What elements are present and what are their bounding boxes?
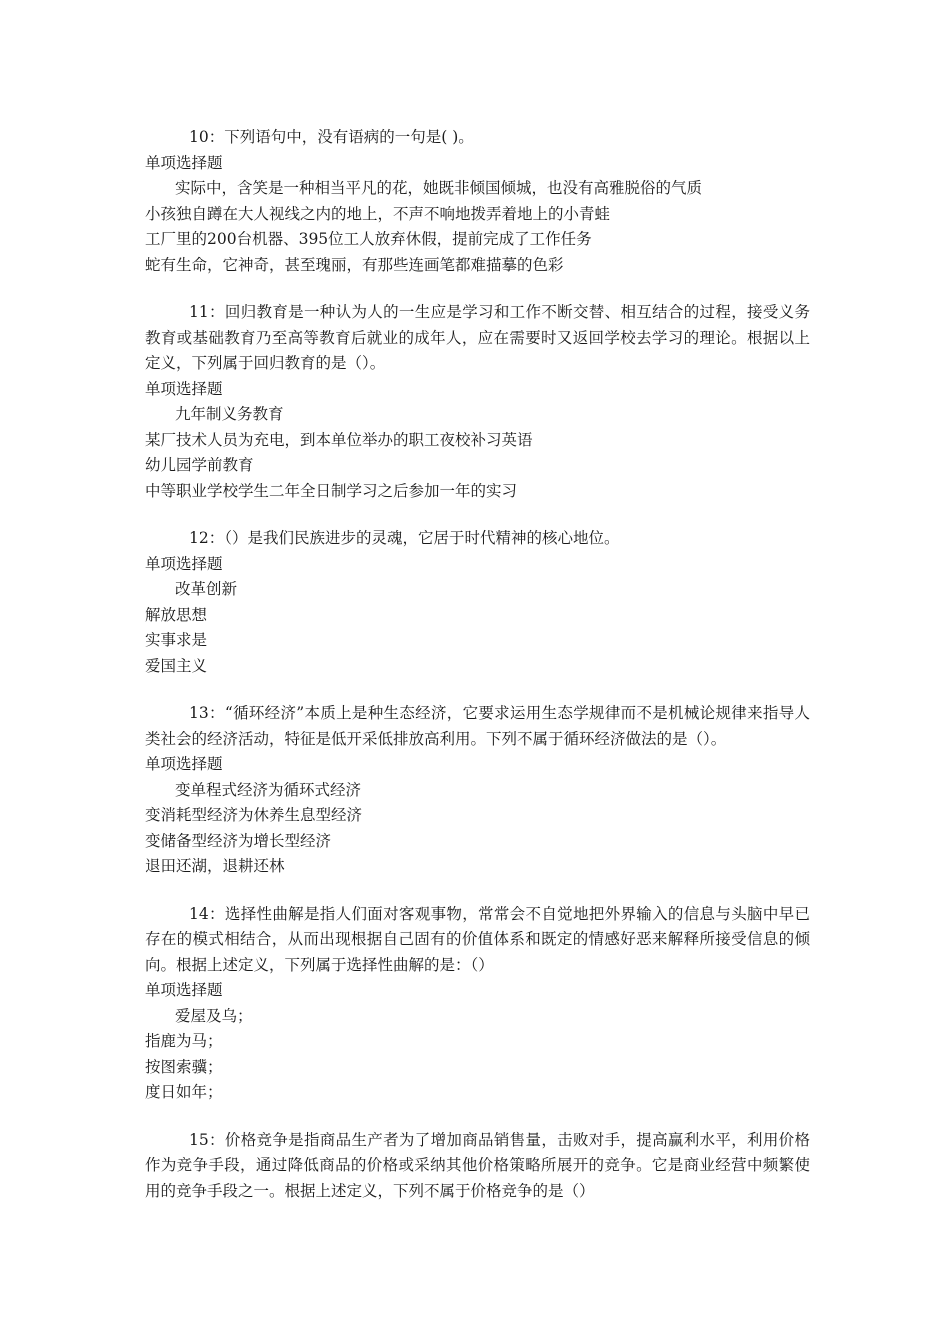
question-11 xyxy=(145,300,810,504)
question-stem: 10：下列语句中，没有语病的一句是( )。 xyxy=(189,128,474,146)
option-c: 按图索骥； xyxy=(145,1057,223,1076)
option-b: 某厂技术人员为充电，到本单位举办的职工夜校补习英语 xyxy=(145,430,533,449)
option-d: 爱国主义 xyxy=(145,656,208,675)
question-13 xyxy=(145,701,810,880)
option-c: 变储备型经济为增长型经济 xyxy=(145,831,332,850)
option-b: 指鹿为马； xyxy=(145,1032,223,1050)
question-stem: 12：（）是我们民族进步的灵魂，它居于时代精神的核心地位。 xyxy=(189,529,620,547)
option-d: 度日如年； xyxy=(145,1083,223,1101)
option-b: 小孩独自蹲在大人视线之内的地上，不声不响地拨弄着地上的小青蛙 xyxy=(145,204,611,223)
option-d: 退田还湖，退耕还林 xyxy=(145,857,285,875)
option-d: 蛇有生命，它神奇，甚至瑰丽，有那些连画笔都难描摹的色彩 xyxy=(145,255,564,274)
option-a: 爱屋及乌； xyxy=(175,1006,253,1025)
question-12 xyxy=(145,526,810,679)
option-c: 实事求是 xyxy=(145,631,208,649)
question-15 xyxy=(145,1128,810,1205)
option-a: 变单程式经济为循环式经济 xyxy=(175,780,362,799)
option-d: 中等职业学校学生二年全日制学习之后参加一年的实习 xyxy=(145,481,518,500)
option-b: 变消耗型经济为休养生息型经济 xyxy=(145,806,363,824)
question-type: 单项选择题 xyxy=(145,981,223,999)
question-stem: 11：回归教育是一种认为人的一生应是学习和工作不断交替、相互结合的过程，接受义务教育或基础教育乃至高等教育后就业的成年人，应在需要时又返回学校去学习的理论。根据以上定义，下列属于回归教育的是（）。 xyxy=(145,303,810,372)
question-stem: 14：选择性曲解是指人们面对客观事物，常常会不自觉地把外界输入的信息与头脑中早已存在的模式相结合，从而出现根据自己固有的价值体系和既定的情感好恶来解释所接受信息的倾向。根据上述定义，下列属于选择性曲解的是：（） xyxy=(145,904,810,974)
option-c: 工厂里的200台机器、395位工人放弃休假，提前完成了工作任务 xyxy=(145,230,592,248)
document-page xyxy=(145,125,810,1226)
question-10 xyxy=(145,125,810,278)
option-a: 改革创新 xyxy=(175,580,238,598)
question-stem: 15：价格竞争是指商品生产者为了增加商品销售量，击败对手，提高赢利水平，利用价格作为竞争手段，通过降低商品的价格或采纳其他价格策略所展开的竞争。它是商业经营中频繁使用的竞争手段之一。根据上述定义，下列不属于价格竞争的是（） xyxy=(145,1130,810,1200)
question-type: 单项选择题 xyxy=(145,755,223,773)
question-14 xyxy=(145,902,810,1106)
question-type: 单项选择题 xyxy=(145,554,223,573)
question-type: 单项选择题 xyxy=(145,153,223,172)
option-a: 九年制义务教育 xyxy=(175,405,284,423)
option-c: 幼儿园学前教育 xyxy=(145,456,254,474)
option-a: 实际中，含笑是一种相当平凡的花，她既非倾国倾城，也没有高雅脱俗的气质 xyxy=(175,179,703,197)
option-b: 解放思想 xyxy=(145,605,208,624)
question-stem: 13：“循环经济”本质上是种生态经济，它要求运用生态学规律而不是机械论规律来指导人类社会的经济活动，特征是低开采低排放高利用。下列不属于循环经济做法的是（）。 xyxy=(145,704,810,748)
question-type: 单项选择题 xyxy=(145,379,223,398)
